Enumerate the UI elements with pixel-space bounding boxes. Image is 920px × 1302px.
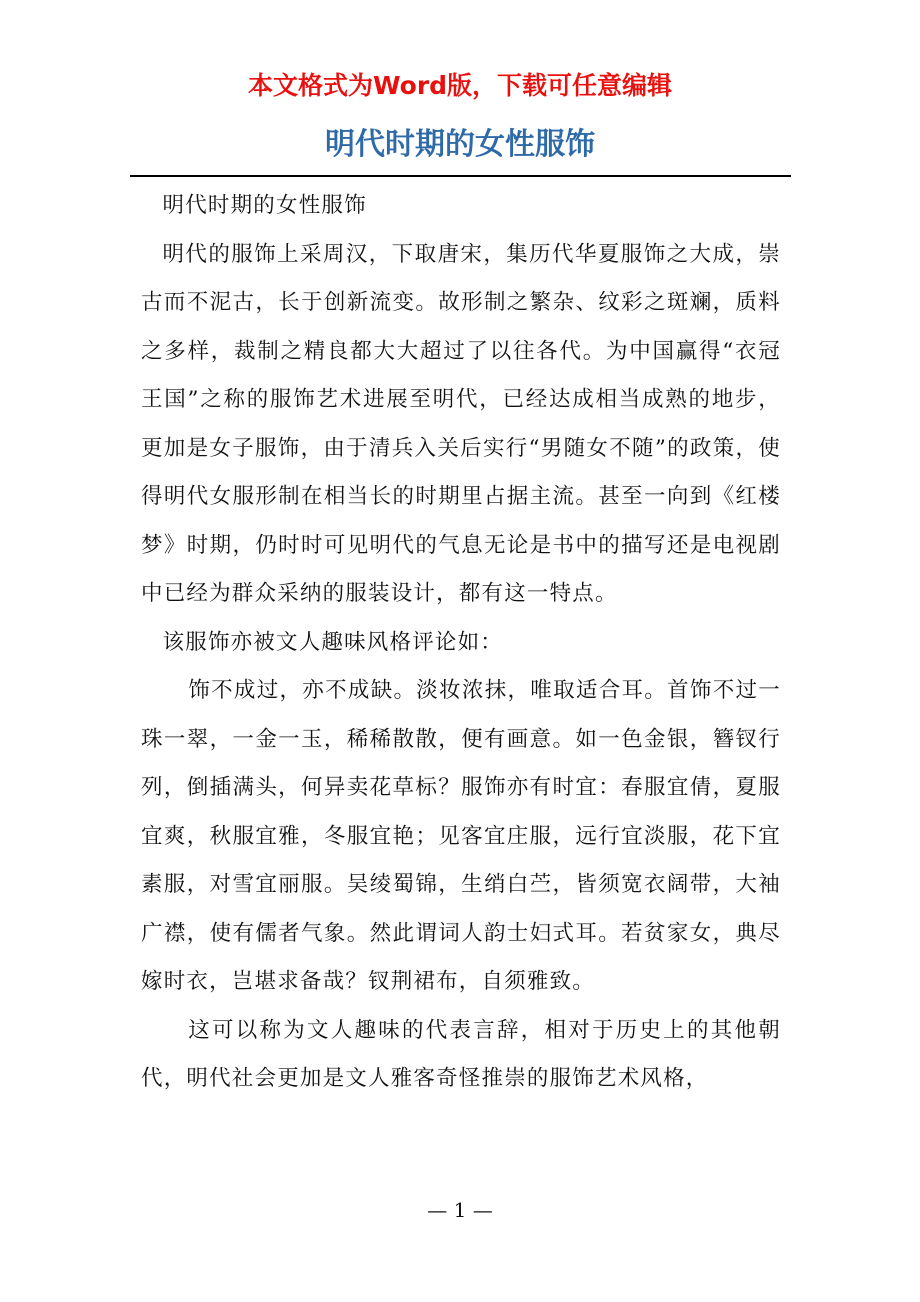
page-number: — 1 — bbox=[427, 1198, 493, 1222]
paragraph-quote-lead: 该服饰亦被文人趣味风格评论如： bbox=[162, 629, 504, 655]
paragraph-subtitle: 明代时期的女性服饰 bbox=[162, 193, 367, 218]
title-divider bbox=[130, 175, 791, 177]
paragraph-quote: 饰不成过，亦不成缺。淡妆浓抹，唯取适合耳。首饰不过一珠一翠，一金一玉，稀稀散散，便有画意。如一色金银，簪钗行列，倒插满头，何异卖花草标？服饰亦有时宜：春服宜倩，夏服宜爽，秋服宜雅，冬服宜艳；见客宜庄服，远行宜淡服，花下宜素服，对雪宜丽服。吴绫蜀锦，生绡白苎，皆须宽衣阔带，大袖广襟，使有儒者气象。然此谓词人韵士妇式耳。若贫家女，典尽嫁时衣，岂堪求备哉？钗荆裙布，自须雅致。 bbox=[141, 678, 781, 994]
paragraph-commentary: 这可以称为文人趣味的代表言辞，相对于历史上的其他朝代，明代社会更加是文人雅客奇怪推崇的服饰艺术风格， bbox=[141, 1017, 781, 1091]
document-body bbox=[141, 182, 781, 1104]
document-title: 明代时期的女性服饰 bbox=[325, 127, 595, 162]
paragraph-intro: 明代的服饰上采周汉，下取唐宋，集历代华夏服饰之大成，崇古而不泥古，长于创新流变。故形制之繁杂、纹彩之斑斓，质料之多样，裁制之精良都大大超过了以往各代。为中国赢得“衣冠王国”之称的服饰艺术进展至明代，已经达成相当成熟的地步，更加是女子服饰，由于清兵入关后实行“男随女不随”的政策，使得明代女服形制在相当长的时期里占据主流。甚至一向到《红楼梦》时期，仍时时可见明代的气息无论是书中的描写还是电视剧中已经为群众采纳的服装设计，都有这一特点。 bbox=[141, 241, 781, 606]
format-banner: 本文格式为Word版，下载可任意编辑 bbox=[247, 71, 673, 100]
